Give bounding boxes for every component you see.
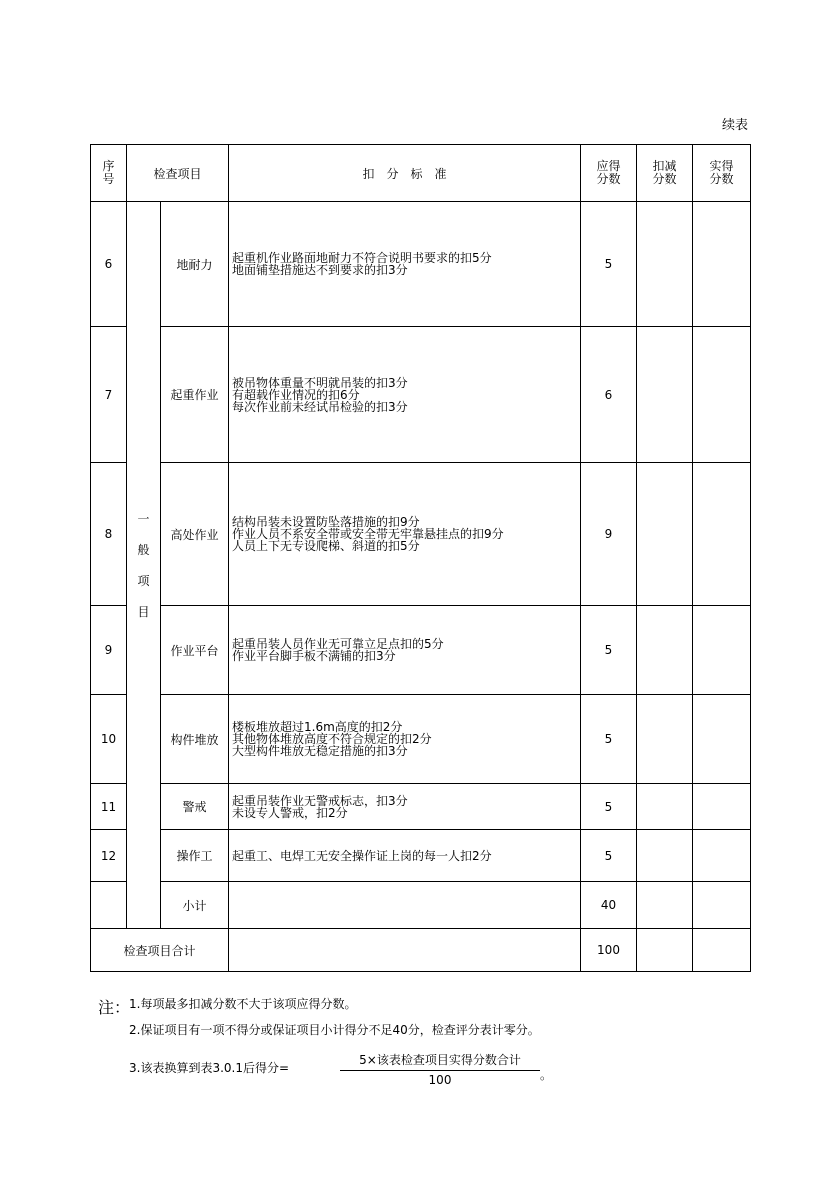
row-score: 5 [581,695,637,784]
row-score: 6 [581,327,637,463]
total-actual-cell[interactable] [693,929,751,972]
row-deduct-cell[interactable] [637,202,693,327]
notes-prefix: 注： [98,998,131,1017]
header-row [91,145,751,202]
row-criteria: 起重吊装人员作业无可靠立足点扣的5分 作业平台脚手板不满铺的扣3分 [229,606,581,695]
row-deduct-cell[interactable] [637,784,693,830]
table-row [91,695,751,784]
header-deduct-score: 扣减 分数 [637,145,693,202]
row-seq: 10 [91,695,127,784]
table-row [91,327,751,463]
row-deduct-cell[interactable] [637,606,693,695]
total-row [91,929,751,972]
note-1: 1.每项最多扣减分数不大于该项应得分数。 [129,997,357,1011]
row-seq: 7 [91,327,127,463]
row-score: 5 [581,202,637,327]
row-criteria: 被吊物体重量不明就吊装的扣3分 有超载作业情况的扣6分 每次作业前未经试吊检验的扣3分 [229,327,581,463]
row-score: 5 [581,606,637,695]
category-general-items: 一 般 项 目 [127,202,161,929]
note-2: 2.保证项目有一项不得分或保证项目小计得分不足40分，检查评分表计零分。 [129,1023,540,1037]
header-criteria: 扣 分 标 准 [229,145,581,202]
table-row [91,784,751,830]
row-criteria: 起重工、电焊工无安全操作证上岗的每一人扣2分 [229,830,581,882]
table-row [91,830,751,882]
row-deduct-cell[interactable] [637,695,693,784]
header-actual-score: 实得 分数 [693,145,751,202]
total-label: 检查项目合计 [91,929,229,972]
subtotal-criteria [229,882,581,929]
row-deduct-cell[interactable] [637,830,693,882]
row-item: 操作工 [161,830,229,882]
continued-label: 续表 [722,118,749,133]
row-item: 警戒 [161,784,229,830]
header-check-item: 检查项目 [127,145,229,202]
row-criteria: 起重吊装作业无警戒标志，扣3分 未设专人警戒，扣2分 [229,784,581,830]
note-3: 3.该表换算到表3.0.1后得分= [129,1061,290,1075]
row-actual-cell[interactable] [693,695,751,784]
row-criteria: 起重机作业路面地耐力不符合说明书要求的扣5分 地面铺垫措施达不到要求的扣3分 [229,202,581,327]
table-row [91,606,751,695]
row-seq: 8 [91,463,127,606]
formula-denominator: 100 [428,1073,452,1087]
row-seq: 11 [91,784,127,830]
total-criteria [229,929,581,972]
total-deduct-cell[interactable] [637,929,693,972]
row-deduct-cell[interactable] [637,327,693,463]
row-seq: 6 [91,202,127,327]
row-seq: 9 [91,606,127,695]
row-score: 5 [581,830,637,882]
row-item: 地耐力 [161,202,229,327]
subtotal-actual-cell[interactable] [693,882,751,929]
row-score: 5 [581,784,637,830]
row-score: 9 [581,463,637,606]
subtotal-deduct-cell[interactable] [637,882,693,929]
row-item: 作业平台 [161,606,229,695]
formula-period: 。 [540,1068,553,1082]
header-should-score: 应得 分数 [581,145,637,202]
subtotal-seq [91,882,127,929]
row-actual-cell[interactable] [693,327,751,463]
score-formula-fraction [340,1051,540,1087]
subtotal-label: 小计 [161,882,229,929]
header-seq: 序 号 [91,145,127,202]
row-actual-cell[interactable] [693,830,751,882]
subtotal-row [91,882,751,929]
row-criteria: 楼板堆放超过1.6m高度的扣2分 其他物体堆放高度不符合规定的扣2分 大型构件堆放无稳定措施的扣3分 [229,695,581,784]
row-actual-cell[interactable] [693,606,751,695]
row-actual-cell[interactable] [693,463,751,606]
table-row [91,463,751,606]
row-criteria: 结构吊装未设置防坠落措施的扣9分 作业人员不系安全带或安全带无牢靠悬挂点的扣9分 人员上下无专设爬梯、斜道的扣5分 [229,463,581,606]
row-seq: 12 [91,830,127,882]
formula-numerator: 5×该表检查项目实得分数合计 [340,1051,540,1071]
inspection-table [90,144,751,972]
row-item: 高处作业 [161,463,229,606]
row-item: 构件堆放 [161,695,229,784]
table-row [91,202,751,327]
subtotal-score: 40 [581,882,637,929]
row-deduct-cell[interactable] [637,463,693,606]
row-actual-cell[interactable] [693,784,751,830]
row-item: 起重作业 [161,327,229,463]
row-actual-cell[interactable] [693,202,751,327]
total-score: 100 [581,929,637,972]
